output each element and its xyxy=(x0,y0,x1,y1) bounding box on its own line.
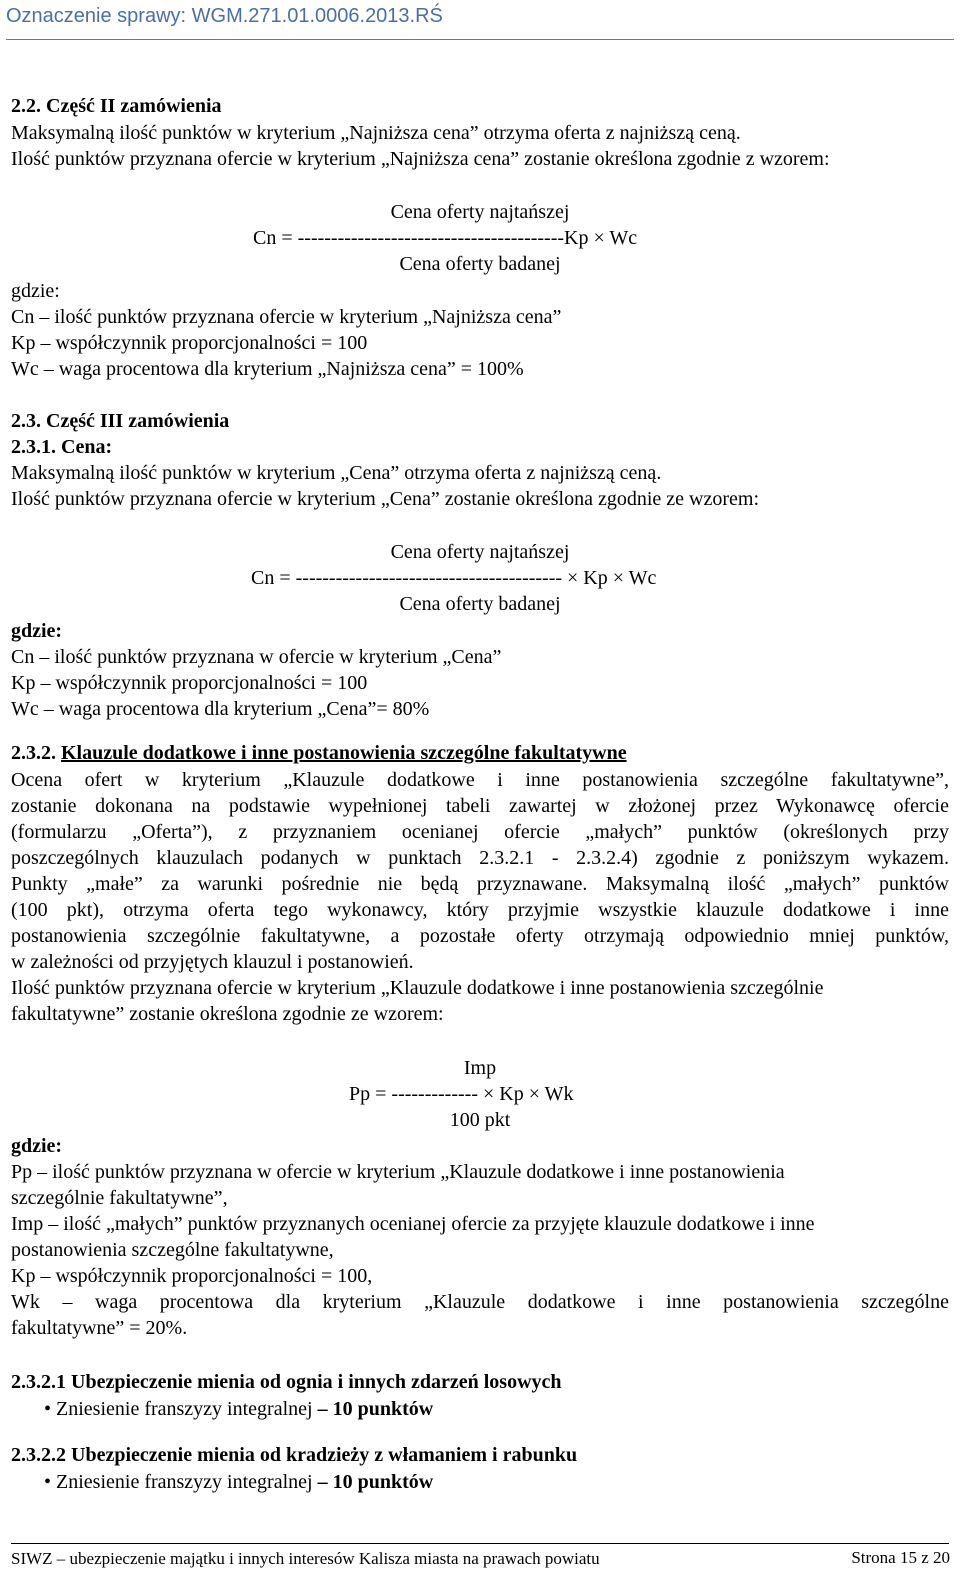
s232-para-line-1: Ocena ofert w kryterium „Klauzule dodatkowe i inne postanowienia szczególne fakultatywne”, xyxy=(11,769,949,791)
s2322-bullet-text: Zniesienie franszyzy integralnej xyxy=(56,1471,318,1493)
s23-formula-lhs: Cn = ---------------------------------------- xyxy=(251,567,563,589)
s22-definition-kp: Kp – współczynnik proporcjonalności = 100 xyxy=(11,332,368,354)
s22-formula-line xyxy=(253,225,637,251)
s22-formula-denominator: Cena oferty badanej xyxy=(399,253,561,275)
s232-formula-lhs: Pp = ------------- xyxy=(349,1083,478,1105)
page-header xyxy=(0,0,960,42)
section-2-3-2-2-heading: 2.3.2.2 Ubezpieczenie mienia od kradzieży z włamaniem i rabunku xyxy=(11,1444,578,1466)
s2321-bullet-points: – 10 punktów xyxy=(317,1398,434,1420)
s232-paragraph-2-line-2: fakultatywne” zostanie określona zgodnie ze wzorem: xyxy=(11,1003,444,1025)
section-2-2-heading: 2.2. Część II zamówienia xyxy=(11,95,222,117)
s23-paragraph-2: Ilość punktów przyznana ofercie w kryterium „Cena” zostanie określona zgodnie ze wzorem: xyxy=(11,488,760,510)
s22-paragraph-2: Ilość punktów przyznana ofercie w kryterium „Najniższa cena” zostanie określona zgodnie z wzorem: xyxy=(11,148,830,170)
s22-paragraph-1: Maksymalną ilość punktów w kryterium „Najniższa cena” otrzyma oferta z najniższą ceną. xyxy=(11,122,741,144)
s23-formula-denominator: Cena oferty badanej xyxy=(399,593,561,615)
s2321-bullet-item xyxy=(44,1396,433,1422)
s232-para-line-7: postanowienia szczególnie fakultatywne, a pozostałe oferty otrzymają odpowiednio mniej punktów, xyxy=(11,925,949,947)
s232-formula-numerator: Imp xyxy=(463,1057,497,1079)
s23-formula-numerator: Cena oferty najtańszej xyxy=(390,541,570,563)
s232-heading-number: 2.3.2. xyxy=(11,742,61,764)
s2322-bullet-points: – 10 punktów xyxy=(317,1471,434,1493)
s2322-bullet-item xyxy=(44,1469,433,1495)
s23-definition-cn: Cn – ilość punktów przyznana w ofercie w kryterium „Cena” xyxy=(11,646,502,668)
s2321-bullet-text: Zniesienie franszyzy integralnej xyxy=(56,1398,318,1420)
s232-formula-rhs: × Kp × Wk xyxy=(482,1083,574,1105)
bullet-dot: • xyxy=(44,1471,52,1493)
bullet-dot: • xyxy=(44,1398,52,1420)
s232-gdzie: gdzie: xyxy=(11,1135,63,1157)
s23-formula-rhs: × Kp × Wc xyxy=(567,567,657,589)
s23-definition-kp: Kp – współczynnik proporcjonalności = 100 xyxy=(11,672,368,694)
s232-heading-title: Klauzule dodatkowe i inne postanowienia szczególne fakultatywne xyxy=(61,742,627,764)
header-rule xyxy=(6,39,954,40)
s232-para-line-3: (formularzu „Oferta”), z przyznaniem ocenianej ofercie „małych” punktów (określonych przy xyxy=(11,821,949,843)
footer-document-title: SIWZ – ubezpieczenie majątku i innych interesów Kalisza miasta na prawach powiatu xyxy=(11,1549,600,1568)
s232-formula-denominator: 100 pkt xyxy=(449,1109,511,1131)
section-2-3-1-heading: 2.3.1. Cena: xyxy=(11,436,113,458)
s23-definition-wc: Wc – waga procentowa dla kryterium „Cena”= 80% xyxy=(11,698,430,720)
s232-definition-kp: Kp – współczynnik proporcjonalności = 100, xyxy=(11,1265,373,1287)
s232-definition-imp-line-1: Imp – ilość „małych” punktów przyznanych ocenianej ofercie za przyjęte klauzule dodatkowe i inne xyxy=(11,1213,815,1235)
s232-definition-pp-line-2: szczególnie fakultatywne”, xyxy=(11,1187,228,1209)
s22-definition-wc: Wc – waga procentowa dla kryterium „Najniższa cena” = 100% xyxy=(11,358,524,380)
s232-definition-wk-line-1: Wk – waga procentowa dla kryterium „Klauzule dodatkowe i inne postanowienia szczególne xyxy=(11,1291,949,1313)
section-2-3-2-1-heading: 2.3.2.1 Ubezpieczenie mienia od ognia i innych zdarzeń losowych xyxy=(11,1371,562,1393)
section-2-3-heading: 2.3. Część III zamówienia xyxy=(11,410,230,432)
s232-para-line-6: (100 pkt), otrzyma oferta tego wykonawcy, który przyjmie wszystkie klauzule dodatkowe i inne xyxy=(11,899,949,921)
s232-definition-wk-line-2: fakultatywne” = 20%. xyxy=(11,1317,188,1339)
page-number: Strona 15 z 20 xyxy=(851,1548,950,1567)
s232-para-line-5: Punkty „małe” za warunki pośrednie nie będą przyznawane. Maksymalną ilość „małych” punktów xyxy=(11,873,949,895)
s22-formula-lhs: Cn = ---------------------------------------- xyxy=(253,227,565,249)
section-2-3-2-heading xyxy=(11,740,627,766)
s22-definition-cn: Cn – ilość punktów przyznana ofercie w kryterium „Najniższa cena” xyxy=(11,306,562,328)
s232-para-line-2: zostanie dokonana na podstawie wypełnionej tabeli zawartej w złożonej przez Wykonawcę ofercie xyxy=(11,795,949,817)
s23-formula-line xyxy=(251,565,656,591)
s22-gdzie: gdzie: xyxy=(11,280,60,302)
footer-rule xyxy=(11,1543,949,1544)
s22-formula-numerator: Cena oferty najtańszej xyxy=(390,201,570,223)
s232-formula-line xyxy=(349,1081,574,1107)
s232-definition-pp-line-1: Pp – ilość punktów przyznana w ofercie w kryterium „Klauzule dodatkowe i inne postanowienia xyxy=(11,1161,785,1183)
s22-formula-rhs: Kp × Wc xyxy=(564,227,638,249)
s23-paragraph-1: Maksymalną ilość punktów w kryterium „Cena” otrzyma oferta z najniższą ceną. xyxy=(11,462,662,484)
s232-para-line-8: w zależności od przyjętych klauzul i postanowień. xyxy=(11,951,414,973)
case-number: Oznaczenie sprawy: WGM.271.01.0006.2013.RŚ xyxy=(6,5,443,27)
s232-paragraph-2-line-1: Ilość punktów przyznana ofercie w kryterium „Klauzule dodatkowe i inne postanowienia szczególnie xyxy=(11,977,824,999)
s23-gdzie: gdzie: xyxy=(11,620,63,642)
s232-para-line-4: poszczególnych klauzulach podanych w punktach 2.3.2.1 - 2.3.2.4) zgodnie z poniższym wykazem. xyxy=(11,847,949,869)
s232-definition-imp-line-2: postanowienia szczególne fakultatywne, xyxy=(11,1239,334,1261)
